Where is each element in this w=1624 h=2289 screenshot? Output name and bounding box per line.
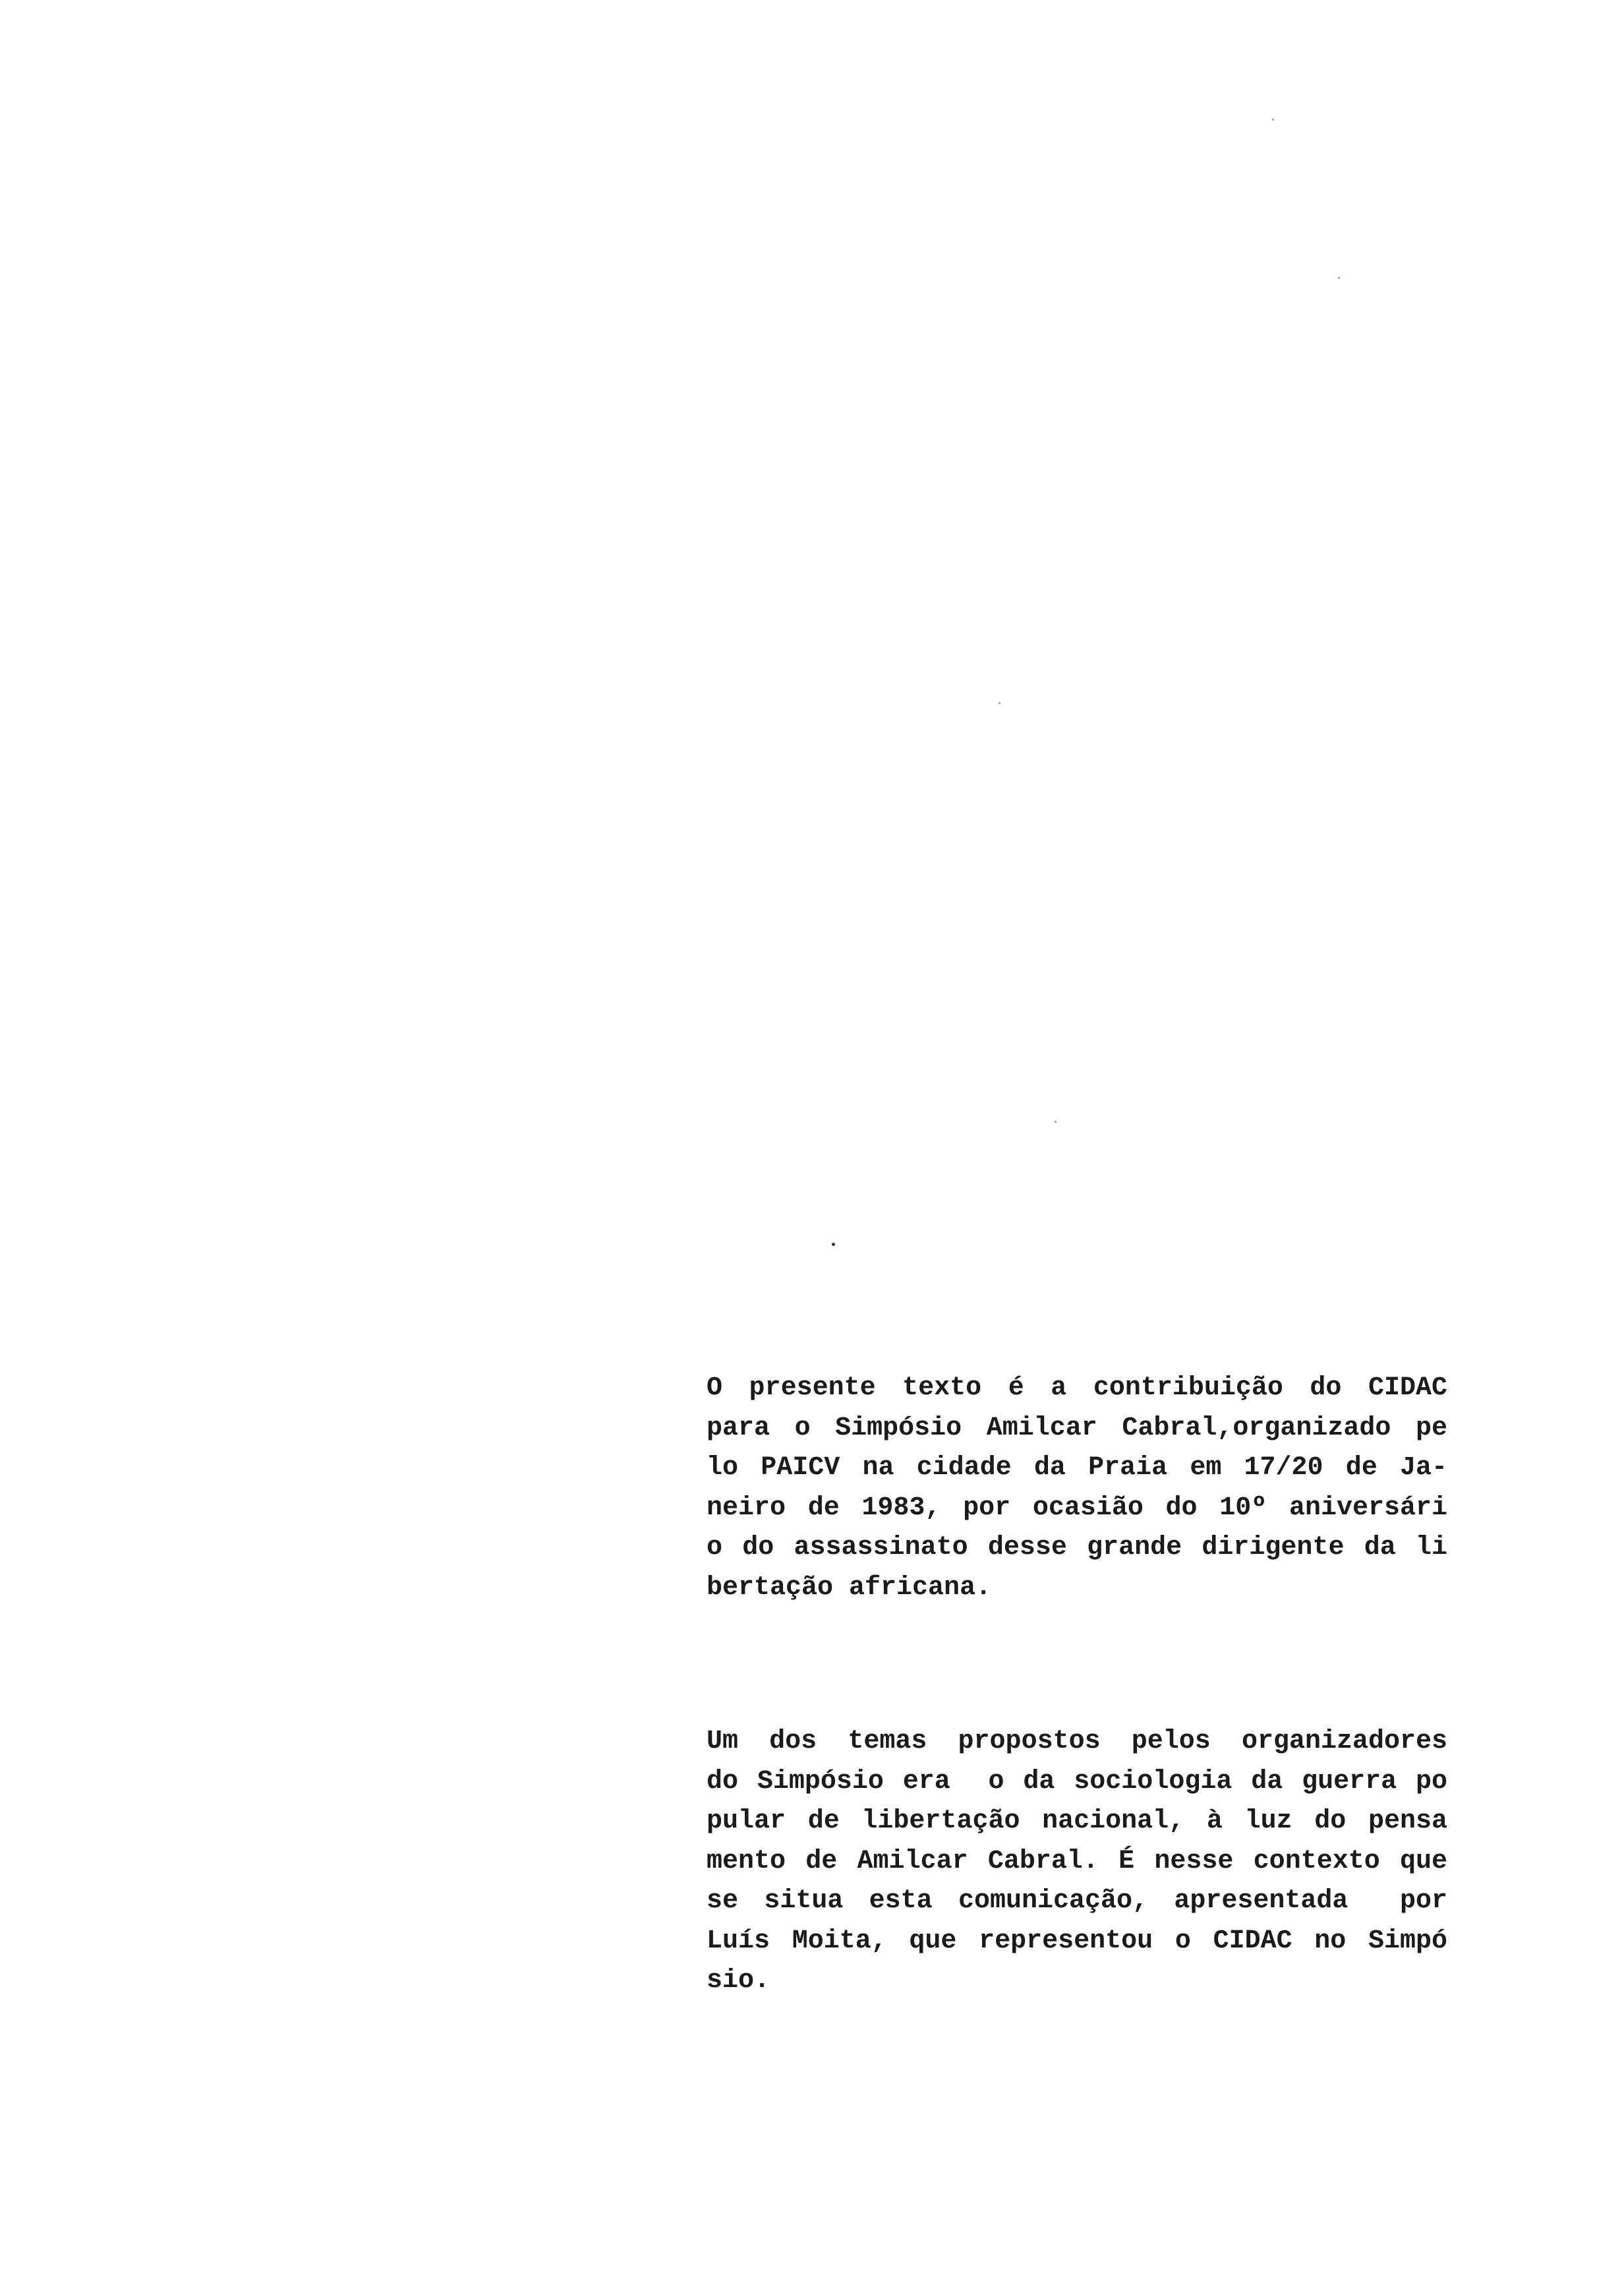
paragraph-2-line-4: mento de Amilcar Cabral. É nesse contexto que [707, 1846, 1447, 1876]
paragraph-2-line-3: pular de libertação nacional, à luz do pensa [707, 1806, 1447, 1836]
scan-speck [1272, 119, 1274, 121]
scan-speck [999, 702, 1000, 704]
scan-speck [832, 1243, 835, 1246]
paragraph-2-line-6: Luís Moita, que representou o CIDAC no Simpó [707, 1926, 1447, 1956]
paragraph-2-line-1: Um dos temas propostos pelos organizadores [707, 1727, 1447, 1756]
scan-speck [1055, 1121, 1057, 1123]
paragraph-1-line-6: bertação africana. [707, 1572, 992, 1603]
paragraph-1-line-5: o do assassinato desse grande dirigente da li [707, 1533, 1447, 1562]
paragraph-1-line-4: neiro de 1983, por ocasião do 10º aniversári [707, 1493, 1447, 1523]
paragraph-1-line-1: O presente texto é a contribuição do CIDAC [707, 1373, 1447, 1403]
paragraph-1-line-2: para o Simpósio Amilcar Cabral,organizado pe [707, 1413, 1447, 1443]
scan-speck [1338, 277, 1340, 279]
paragraph-2-line-7: sio. [707, 1966, 770, 1996]
paragraph-2 [707, 1722, 1447, 2002]
paragraph-1 [707, 1369, 1447, 1608]
paragraph-2-line-2: do Simpósio era o da sociologia da guerra po [707, 1766, 1447, 1797]
paragraph-2-line-5: se situa esta comunicação, apresentada por [707, 1886, 1447, 1916]
paragraph-1-line-3: lo PAICV na cidade da Praia em 17/20 de Ja- [707, 1453, 1447, 1483]
